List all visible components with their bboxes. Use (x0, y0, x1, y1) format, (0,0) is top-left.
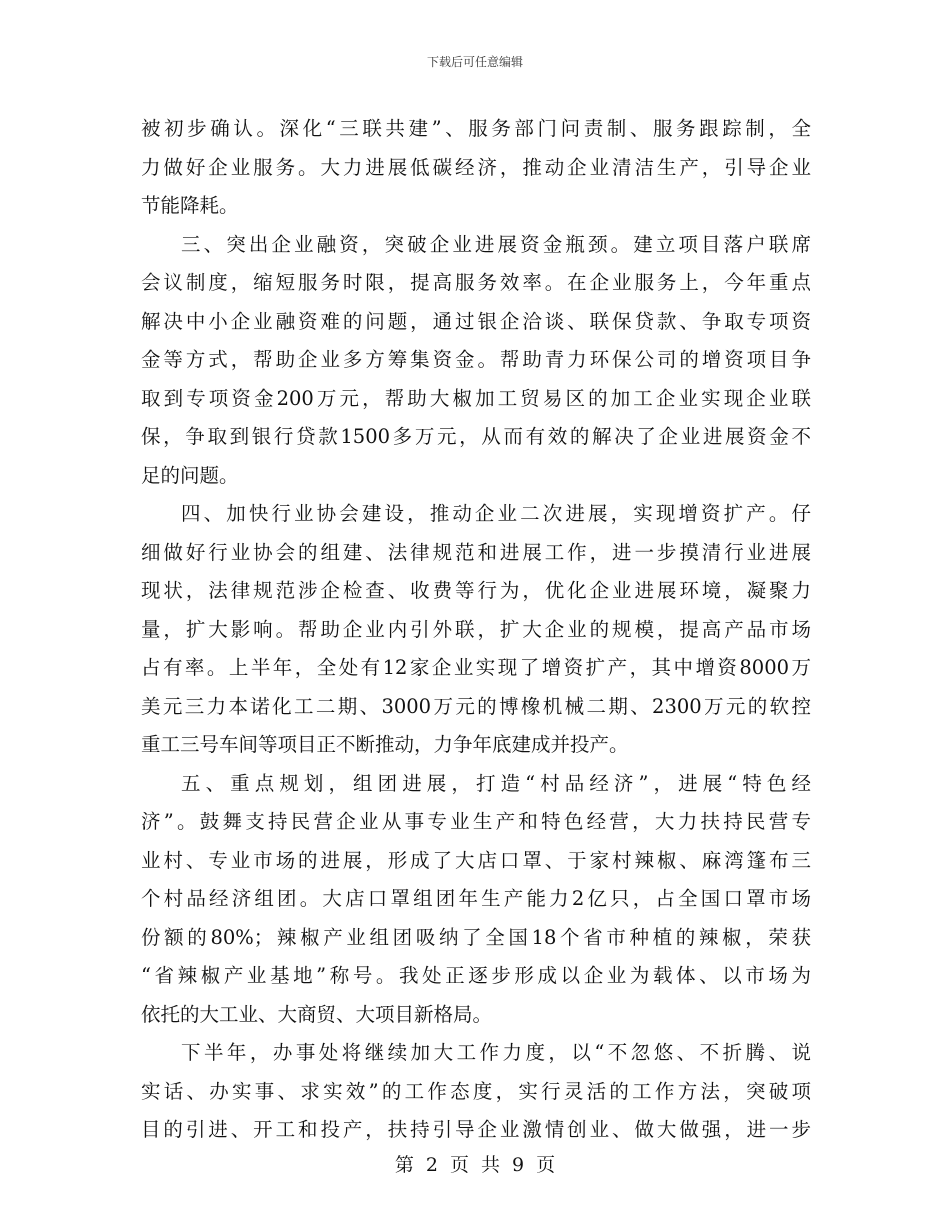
paragraph-4 (141, 765, 811, 1035)
paragraph-3 (141, 495, 811, 765)
paragraph-2 (141, 226, 811, 496)
text-line: 依托的大工业、大商贸、大项目新格局。 (141, 1002, 493, 1026)
text-line: 被初步确认。深化“三联共建”、服务部门问责制、服务跟踪制，全 (141, 117, 811, 140)
text-line: 量，扩大影响。帮助企业内引外联，扩大企业的规模，提高产品市场 (141, 617, 811, 641)
text-line: 解决中小企业融资难的问题，通过银企洽谈、联保贷款、争取专项资 (141, 309, 811, 333)
page-number-footer: 第 2 页 共 9 页 (394, 1154, 556, 1176)
text-line: 细做好行业协会的组建、法律规范和进展工作，进一步摸清行业进展 (141, 540, 811, 564)
text-line: 取到专项资金200万元，帮助大椒加工贸易区的加工企业实现企业联 (141, 386, 811, 410)
text-line: 济”。鼓舞支持民营企业从事专业生产和特色经营，大力扶持民营专 (141, 810, 811, 833)
text-line: 重工三号车间等项目正不断推动，力争年底建成并投产。 (141, 733, 629, 756)
text-line: 占有率。上半年，全处有12家企业实现了增资扩产，其中增资8000万 (141, 656, 811, 679)
text-line: 业村、专业市场的进展，形成了大店口罩、于家村辣椒、麻湾篷布三 (141, 848, 811, 872)
text-line: 保，争取到银行贷款1500多万元，从而有效的解决了企业进展资金不 (141, 425, 811, 448)
text-line: 足的问题。 (141, 463, 239, 487)
paragraph-5 (141, 1034, 811, 1150)
text-line: 个村品经济组团。大店口罩组团年生产能力2亿只，占全国口罩市场 (141, 887, 811, 910)
text-line: 四、加快行业协会建设，推动企业二次进展，实现增资扩产。仔 (181, 502, 811, 525)
text-line: 下半年，办事处将继续加大工作力度，以“不忽悠、不折腾、说 (181, 1041, 811, 1064)
text-line: 节能降耗。 (141, 194, 239, 217)
text-line: 会议制度，缩短服务时限，提高服务效率。在企业服务上，今年重点 (141, 271, 811, 294)
text-line: 份额的80%；辣椒产业组团吸纳了全国18个省市种植的辣椒，荣获 (141, 925, 811, 949)
paragraph-1 (141, 110, 811, 226)
text-line: 五、重点规划，组团进展，打造“村品经济”，进展“特色经 (181, 771, 811, 795)
text-line: 力做好企业服务。大力进展低碳经济，推动企业清洁生产，引导企业 (141, 155, 811, 179)
text-line: 现状，法律规范涉企检查、收费等行为，优化企业进展环境，凝聚力 (141, 579, 811, 602)
text-line: 目的引进、开工和投产，扶持引导企业激情创业、做大做强，进一步 (141, 1118, 811, 1141)
text-line: 金等方式，帮助企业多方筹集资金。帮助青力环保公司的增资项目争 (141, 348, 811, 371)
text-line: 实话、办实事、求实效”的工作态度，实行灵活的工作方法，突破项 (141, 1079, 811, 1103)
page-header: 下载后可任意编辑 (426, 55, 523, 69)
text-line: “省辣椒产业基地”称号。我处正逐步形成以企业为载体、以市场为 (141, 964, 811, 987)
document-body (141, 110, 811, 1150)
text-line: 三、突出企业融资，突破企业进展资金瓶颈。建立项目落户联席 (181, 232, 811, 256)
text-line: 美元三力本诺化工二期、3000万元的博橡机械二期、2300万元的软控 (141, 694, 811, 718)
